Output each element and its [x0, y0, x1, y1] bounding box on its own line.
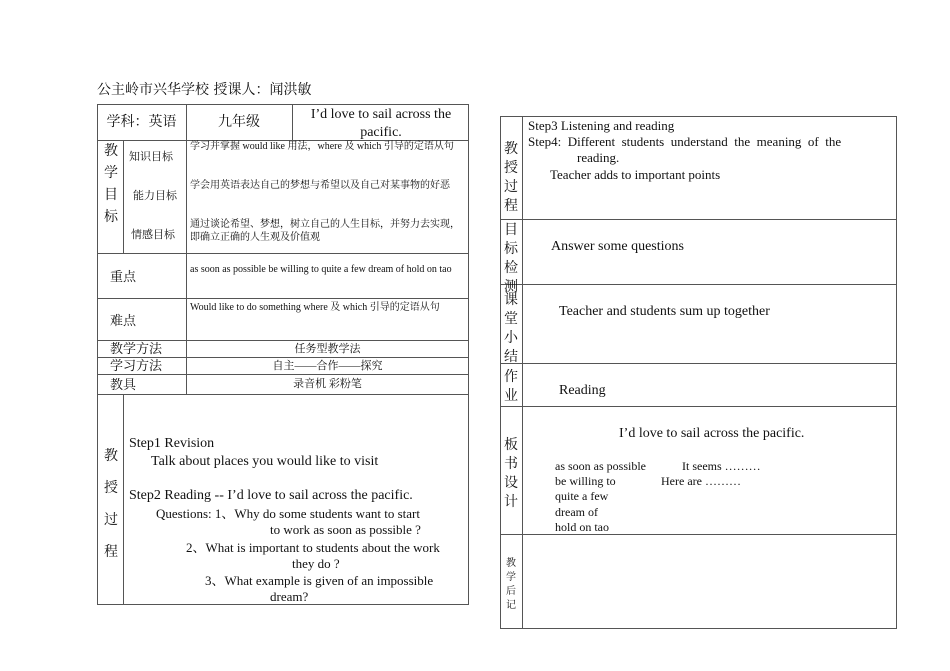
emotion-goal-label: 情感目标 [131, 229, 175, 241]
question-3-cont: dream? [270, 589, 309, 604]
learning-method-label: 学习方法 [110, 358, 163, 373]
afterthought-label: 教学后记 [506, 558, 516, 611]
tools-label: 教具 [110, 377, 137, 392]
step3-heading: Step3 Listening and reading [528, 118, 675, 133]
right-process-label: 教授过程 [504, 142, 518, 214]
homework-label: 作业 [504, 370, 518, 404]
difficult-label: 难点 [110, 313, 137, 328]
key-points-text: as soon as possible be willing to quite a few dream of hold on tao [190, 264, 452, 275]
board-title: I’d love to sail across the pacific. [619, 426, 805, 441]
board-line-4a: dream of [555, 505, 598, 519]
step4-cont: reading. [577, 150, 620, 165]
summary-text: Teacher and students sum up together [559, 304, 770, 319]
knowledge-goal-text: 学习并掌握 would like 用法，where 及 which 引导的定语从句 [190, 141, 454, 152]
board-line-5a: hold on tao [555, 520, 609, 534]
emotion-goal-text: 通过谈论希望、梦想，树立自己的人生目标，并努力去实现，即确立正确的人生观及价值观 [190, 219, 460, 243]
question-2: 2、What is important to students about the work [186, 540, 440, 555]
step1-heading: Step1 Revision [129, 436, 215, 451]
step4-teacher: Teacher adds to important points [550, 167, 721, 182]
lesson-title: I’d love to sail across the pacific. [310, 107, 452, 140]
board-line-1b: It seems ……… [682, 459, 761, 473]
question-1: Questions: 1、Why do some students want to start [156, 506, 420, 521]
question-2-cont: they do ? [292, 556, 340, 571]
question-1-cont: to work as soon as possible ? [270, 522, 421, 537]
knowledge-goal-label: 知识目标 [129, 151, 173, 163]
board-line-1a: as soon as possible [555, 459, 646, 473]
question-3: 3、What example is given of an impossible [205, 573, 434, 588]
board-line-2b: Here are ……… [661, 474, 741, 488]
learning-method-text: 自主——合作——探究 [272, 360, 383, 372]
page-header: 公主岭市兴华学校 授课人：闻洪敏 [97, 82, 312, 98]
key-points-label: 重点 [110, 269, 137, 284]
check-label: 目标检测 [504, 223, 518, 295]
goals-label: 教学目标 [104, 144, 118, 225]
subject-cell: 学科：英语 [106, 115, 177, 130]
board-line-3a: quite a few [555, 489, 609, 503]
difficult-text: Would like to do something where 及 which 引导的定语从句 [190, 302, 440, 313]
process-label: 教授过程 [104, 449, 118, 560]
teaching-method-text: 任务型教学法 [294, 343, 361, 355]
check-text: Answer some questions [551, 239, 684, 254]
tools-text: 录音机 彩粉笔 [293, 378, 362, 390]
board-line-2a: be willing to [555, 474, 616, 488]
step1-detail: Talk about places you would like to visit [151, 454, 379, 469]
summary-label: 课堂小结 [504, 293, 518, 365]
ability-goal-text: 学会用英语表达自己的梦想与希望以及自己对某事物的好恶 [190, 180, 450, 191]
step2-heading: Step2 Reading -- I’d love to sail across the pacific. [129, 488, 413, 503]
step4-heading: Step4: Different students understand the meaning of the [528, 134, 842, 149]
grade-cell: 九年级 [218, 115, 260, 130]
board-label: 板书设计 [504, 438, 518, 510]
homework-text: Reading [559, 383, 606, 398]
teaching-method-label: 教学方法 [110, 341, 163, 356]
ability-goal-label: 能力目标 [133, 190, 177, 202]
